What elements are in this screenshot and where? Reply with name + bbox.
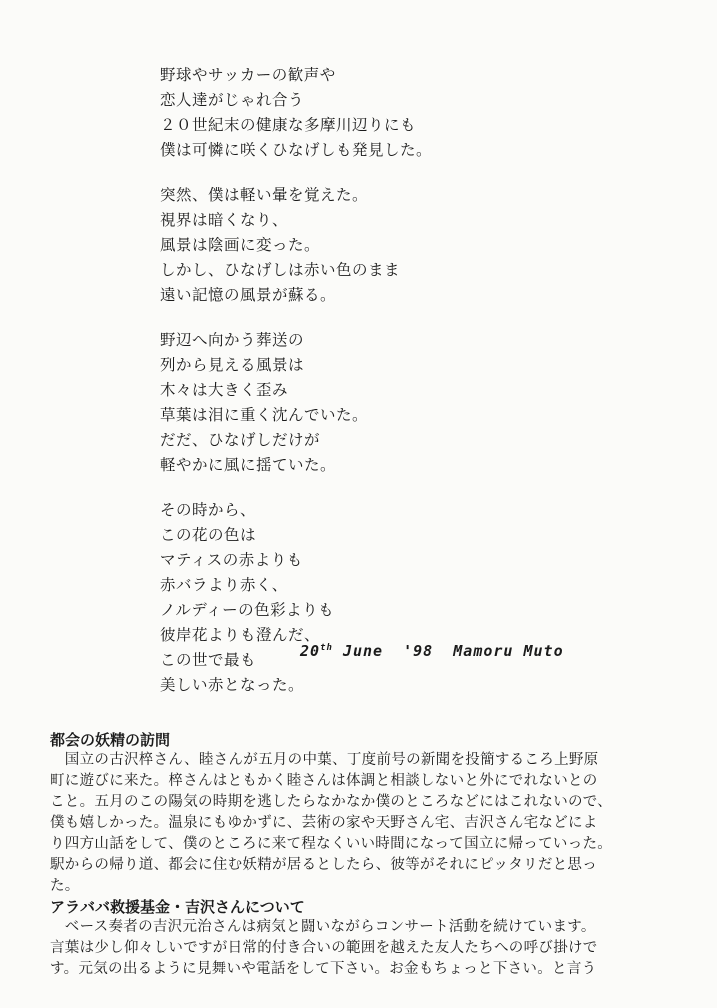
poem-line: 僕は可憐に咲くひなげしも発見した。 xyxy=(160,141,433,159)
poem-line: マティスの赤よりも xyxy=(160,551,303,569)
signature-day-suffix: th xyxy=(320,643,333,653)
poem-line: この世で最も xyxy=(160,651,257,669)
article-heading: アラババ救援基金・吉沢さんについて xyxy=(50,898,305,916)
poem-line: 野球やサッカーの歓声や xyxy=(160,66,336,84)
article-body xyxy=(50,750,690,897)
poem-line: 木々は大きく歪み xyxy=(160,381,289,399)
poem-stanza xyxy=(160,498,630,698)
poem-line: 遠い記憶の風景が蘇る。 xyxy=(160,286,337,304)
article-line: 町に遊びに来た。椊さんはともかく睦さんは体調と相談しないと外にでれないとの xyxy=(50,773,598,789)
poem-line: 草葉は泪に重く沈んでいた。 xyxy=(160,406,369,424)
poem-line: だだ、ひなげしだけが xyxy=(160,431,321,449)
poem xyxy=(160,63,630,718)
poem-line: 突然、僕は軽い暈を覚えた。 xyxy=(160,186,369,204)
poem-line: 列から見える風景は xyxy=(160,356,305,374)
poem-signature xyxy=(300,642,600,660)
poem-line: 美しい赤となった。 xyxy=(160,676,305,694)
poem-stanza xyxy=(160,183,630,308)
article-body xyxy=(50,917,690,980)
article-heading: 都会の妖精の訪問 xyxy=(50,731,171,749)
poem-line: その時から、 xyxy=(160,501,257,519)
article-line: 言葉は少し仰々しいですが日常的付き合いの範囲を越えた友人たちへの呼び掛けで xyxy=(50,940,598,956)
articles-section xyxy=(50,730,690,980)
poem-stanza xyxy=(160,328,630,478)
poem-line: 野辺へ向かう葬送の xyxy=(160,331,305,349)
article-line: 僕も嬉しかった。温泉にもゆかずに、芸術の家や天野さん宅、吉沢さん宅などによ xyxy=(50,815,598,831)
poem-line: ノルディーの色彩よりも xyxy=(160,601,335,619)
poem-stanza xyxy=(160,63,630,163)
poem-line: 視界は暗くなり、 xyxy=(160,211,289,229)
poem-line: 風景は陰画に変った。 xyxy=(160,236,321,254)
article-line: 駅からの帰り道、都会に住む妖精が居るとしたら、彼等がそれにピッタリだと思っ xyxy=(50,857,598,873)
article-line: こと。五月のこの陽気の時期を逃したらなかなか僕のところなどにはこれないので、 xyxy=(50,794,613,810)
poem-line: 恋人達がじゃれ合う xyxy=(160,91,305,109)
poem-line: この花の色は xyxy=(160,526,257,544)
poem-line: 赤バラより赤く、 xyxy=(160,576,288,594)
poem-line: 軽やかに風に揺ていた。 xyxy=(160,456,337,474)
poem-line: しかし、ひなげしは赤い色のまま xyxy=(160,261,401,279)
article-line: り四方山話をして、僕のところに来て程なくいい時間になって国立に帰っていった。 xyxy=(50,836,613,852)
article-line: す。元気の出るように見舞いや電話をして下さい。お金もちょっと下さい。と言う xyxy=(50,961,597,977)
poem-line: 彼岸花よりも澄んだ、 xyxy=(160,626,321,644)
article-line: 国立の古沢椊さん、睦さんが五月の中葉、丁度前号の新聞を投簡するころ上野原 xyxy=(50,752,599,768)
signature-text: June '98 Mamoru Muto xyxy=(332,642,564,660)
article-line: た。 xyxy=(50,878,80,894)
article-line: ベース奏者の吉沢元治さんは病気と闘いながらコンサート活動を続けています。 xyxy=(50,919,596,935)
signature-day: 20 xyxy=(300,642,321,660)
poem-line: ２０世紀末の健康な多摩川辺りにも xyxy=(160,116,417,134)
